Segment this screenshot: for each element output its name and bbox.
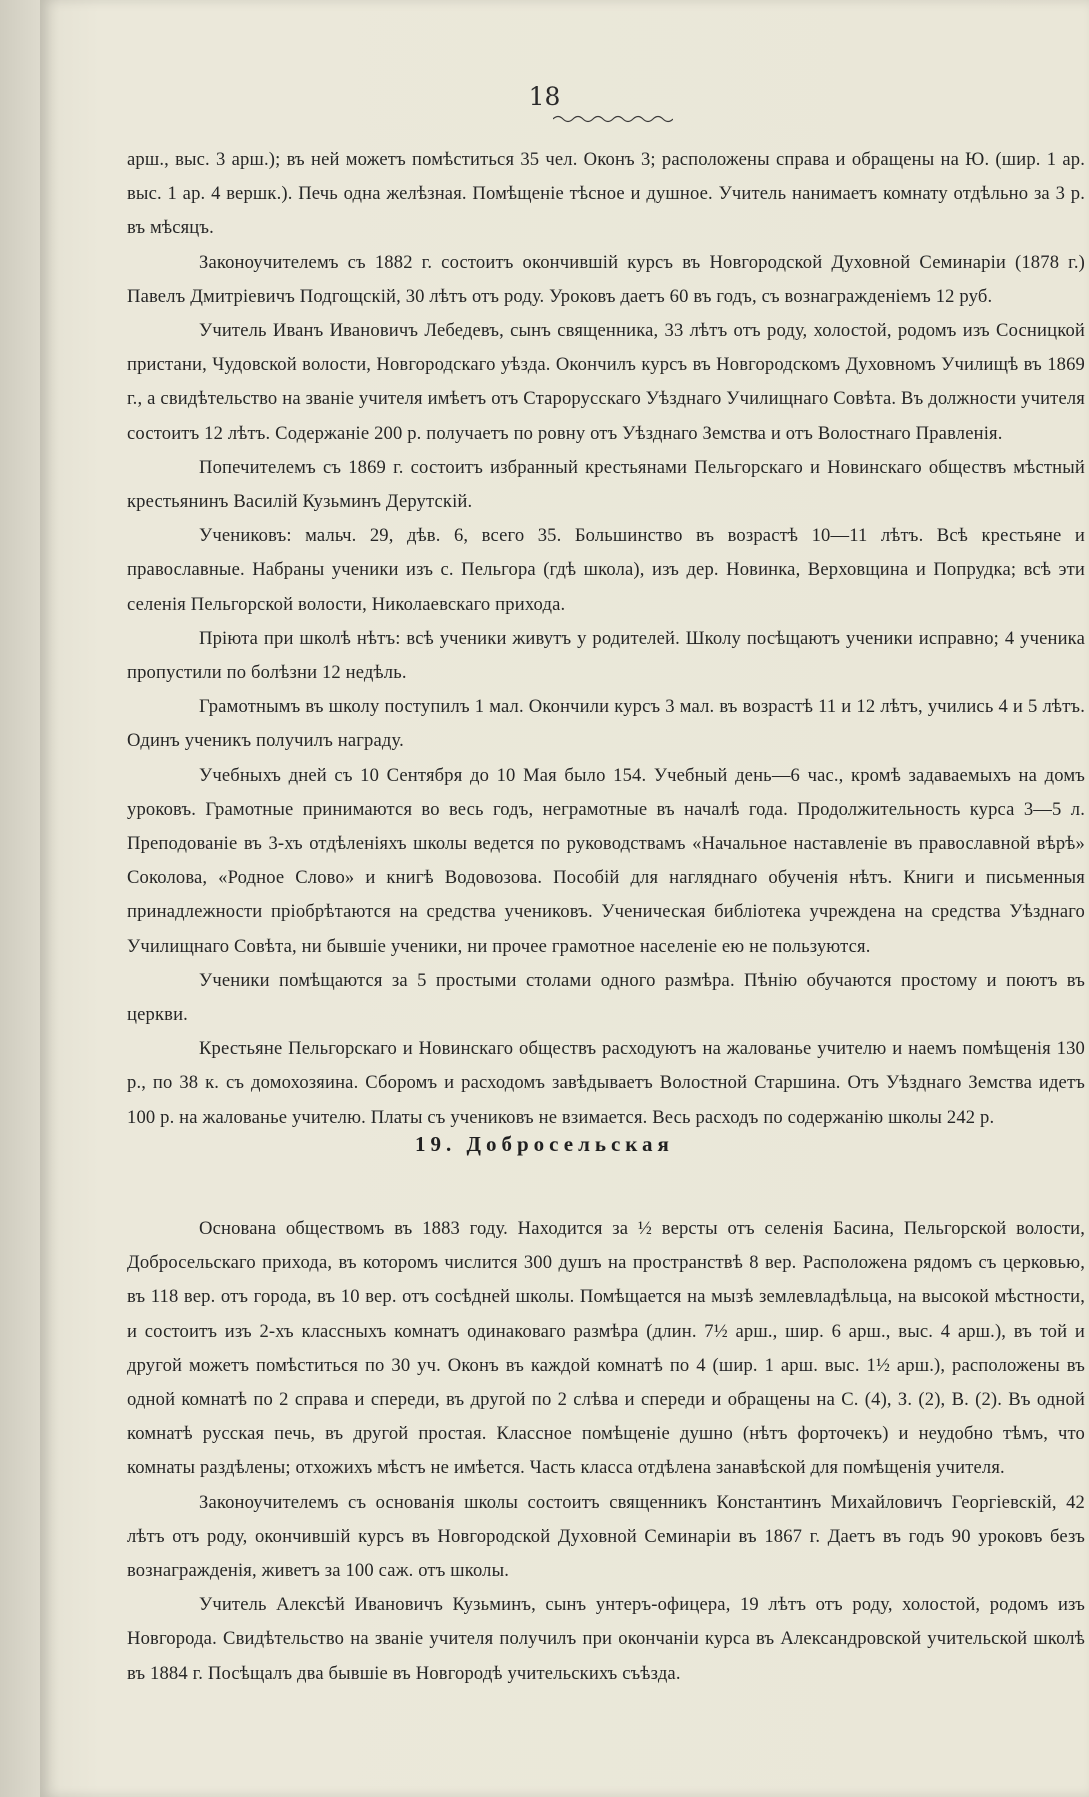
- paragraph: Основана обществомъ въ 1883 году. Находится за ½ версты отъ селенія Басина, Пельгорской волости, Добросельскаго прихода, въ которомъ числится 300 душъ на пространствѣ 8 вер. Расположена рядомъ съ церковью, въ 118 вер. отъ города, въ 10 вер. отъ сосѣдней школы. Помѣщается на мызѣ землевладѣльца, на высокой мѣстности, и состоитъ изъ 2-хъ классныхъ комнатъ одинаковаго размѣра (длин. 7½ арш., шир. 6 арш., выс. 4 арш.), въ той и другой можетъ помѣститься по 30 уч. Оконъ въ каждой комнатѣ по 4 (шир. 1 арш. выс. 1½ арш.), расположены въ одной комнатѣ по 2 справа и спереди, въ другой по 2 слѣва и спереди и обращены на С. (4), З. (2), В. (2). Въ одной комнатѣ русская печь, въ другой простая. Классное помѣщеніе душно (нѣтъ форточекъ) и неудобно тѣмъ, что комнаты раздѣлены; отхожихъ мѣстъ не имѣется. Часть класса отдѣлена занавѣской для помѣщенія учителя.: [127, 1218, 1085, 1479]
- paragraph: Ученики помѣщаются за 5 простыми столами одного размѣра. Пѣнію обучаются простому и поютъ въ церкви.: [127, 969, 1085, 1026]
- paragraph: Попечителемъ съ 1869 г. состоитъ избранный крестьянами Пельгорскаго и Новинскаго обществъ мѣстный крестьянинъ Василій Кузьминъ Дерутскій.: [127, 456, 1085, 513]
- paragraph: Учитель Алексѣй Ивановичъ Кузьминъ, сынъ унтеръ-офицера, 19 лѣтъ отъ роду, холостой, родомъ изъ Новгорода. Свидѣтельство на званіе учителя получилъ при окончаніи курса въ Александровской учительской школѣ въ 1884 г. Посѣщалъ два бывшіе въ Новгородѣ учительскихъ съѣзда.: [127, 1594, 1085, 1684]
- paragraph: Учитель Иванъ Ивановичъ Лебедевъ, сынъ священника, 33 лѣтъ отъ роду, холостой, родомъ изъ Сосницкой пристани, Чудовской волости, Новгородскаго уѣзда. Окончилъ курсъ въ Новгородскомъ Духовномъ Училищѣ въ 1869 г., а свидѣтельство на званіе учителя имѣетъ отъ Старорусскаго Уѣзднаго Училищнаго Совѣта. Въ должности учителя состоитъ 12 лѣтъ. Содержаніе 200 р. получаетъ по ровну отъ Уѣзднаго Земства и отъ Волостнаго Правленія.: [127, 320, 1085, 444]
- paragraph: Пріюта при школѣ нѣтъ: всѣ ученики живутъ у родителей. Школу посѣщаютъ ученики исправно; 4 ученика пропустили по болѣзни 12 недѣль.: [127, 627, 1085, 684]
- page-number: 18: [528, 82, 561, 111]
- paragraph: арш., выс. 3 арш.); въ ней можетъ помѣститься 35 чел. Оконъ 3; расположены справа и обращены на Ю. (шир. 1 ар. выс. 1 ар. 4 вершк.). Печь одна желѣзная. Помѣщеніе тѣсное и душное. Учитель нанимаетъ комнату отдѣльно за 3 р. въ мѣсяцъ.: [127, 149, 1085, 239]
- wavy-ornament: [553, 113, 673, 125]
- paragraph: Учебныхъ дней съ 10 Сентября до 10 Мая было 154. Учебный день—6 час., кромѣ задаваемыхъ на домъ уроковъ. Грамотные принимаются во весь годъ, неграмотные въ началѣ года. Продолжительность курса 3—5 л. Преподованіе въ 3-хъ отдѣленіяхъ школы ведется по руководствамъ «Начальное наставленіе въ православной вѣрѣ» Соколова, «Родное Слово» и книгѣ Водовозова. Пособій для нагляднаго обученія нѣтъ. Книги и письменныя принадлежности пріобрѣтаются на средства учениковъ. Ученическая библіотека учреждена на средства Уѣзднаго Училищнаго Совѣта, ни бывшіе ученики, ни прочее грамотное населеніе ею не пользуются.: [127, 764, 1085, 957]
- paragraph: Законоучителемъ съ 1882 г. состоитъ окончившій курсъ въ Новгородской Духовной Семинаріи (1878 г.) Павелъ Дмитріевичъ Подгощскій, 30 лѣтъ отъ роду. Уроковъ даетъ 60 въ годъ, съ вознагражденіемъ 12 руб.: [127, 251, 1085, 307]
- page-gutter: [0, 0, 40, 1797]
- section-heading: 19. Добросельская: [415, 1132, 674, 1156]
- text-block-top: [127, 143, 1085, 1135]
- paragraph: Законоучителемъ съ основанія школы состоитъ священникъ Константинъ Михайловичъ Георгіевскій, 42 лѣтъ отъ роду, окончившій курсъ въ Новгородской Духовной Семинаріи въ 1867 г. Даетъ въ годъ 90 уроковъ безъ вознагражденія, живетъ за 100 саж. отъ школы.: [127, 1491, 1085, 1582]
- paragraph: Учениковъ: мальч. 29, дѣв. 6, всего 35. Большинство въ возрастѣ 10—11 лѣтъ. Всѣ крестьяне и православные. Набраны ученики изъ с. Пельгора (гдѣ школа), изъ дер. Новинка, Верховщина и Попрудка; всѣ эти селенія Пельгорской волости, Николаевскаго прихода.: [127, 525, 1085, 615]
- paragraph: Грамотнымъ въ школу поступилъ 1 мал. Окончили курсъ 3 мал. въ возрастѣ 11 и 12 лѣтъ, учились 4 и 5 лѣтъ. Одинъ ученикъ получилъ награду.: [127, 696, 1085, 752]
- text-block-bottom: [127, 1212, 1085, 1691]
- paragraph: Крестьяне Пельгорскаго и Новинскаго обществъ расходуютъ на жалованье учителю и наемъ помѣщенія 130 р., по 38 к. съ домохозяина. Сборомъ и расходомъ завѣдываетъ Волостной Старшина. Отъ Уѣзднаго Земства идетъ 100 р. на жалованье учителю. Платы съ учениковъ не взимается. Весь расходъ по содержанію школы 242 р.: [127, 1038, 1085, 1128]
